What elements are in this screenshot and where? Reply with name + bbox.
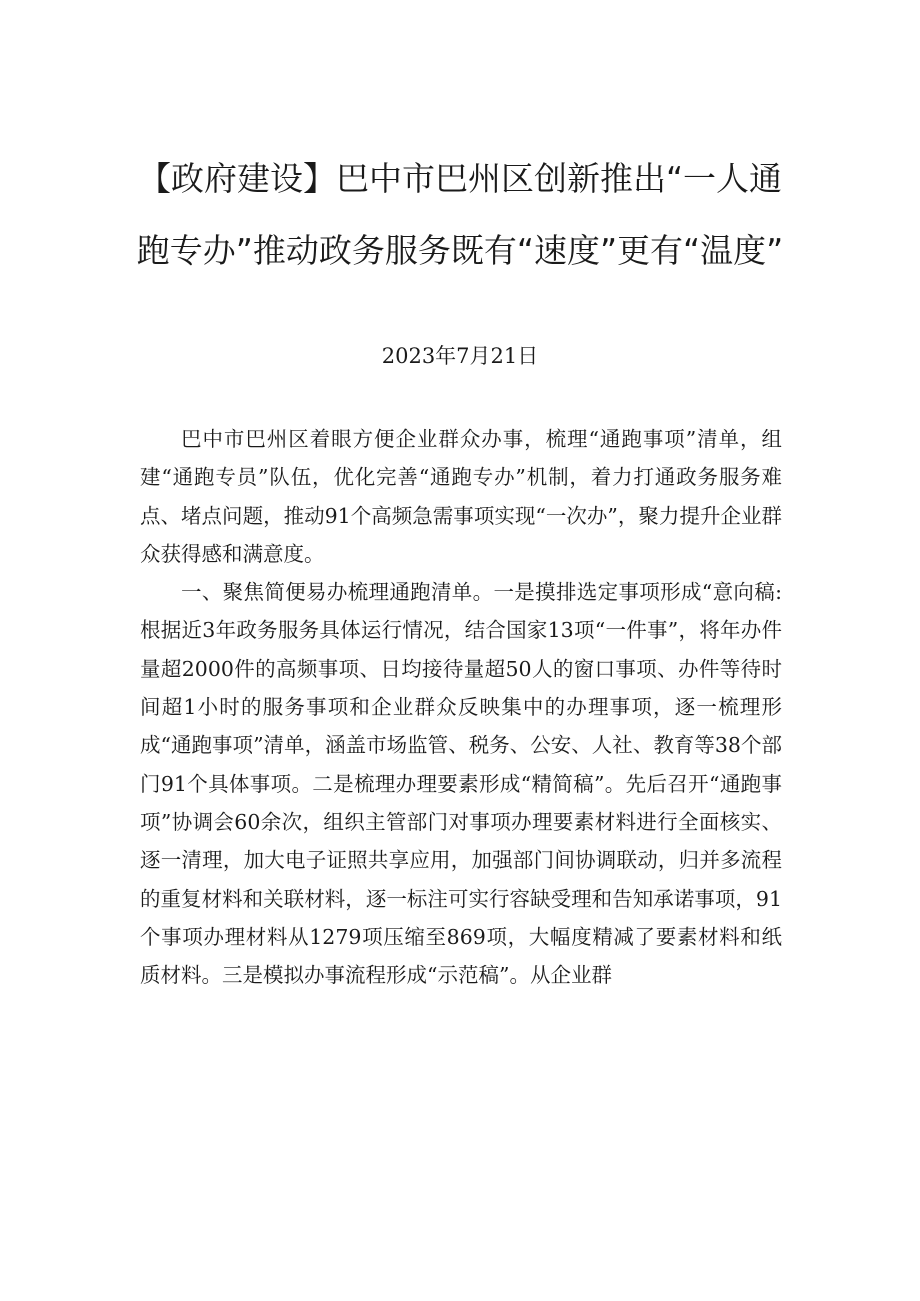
document-title: 【政府建设】巴中市巴州区创新推出“一人通跑专办”推动政务服务既有“速度”更有“温度” — [136, 159, 784, 270]
paragraph-section-1: 一、聚焦简便易办梳理通跑清单。一是摸排选定事项形成“意向稿:根据近3年政务服务具体运行情况，结合国家13项“一件事”，将年办件量超2000件的高频事项、日均接待量超50人的窗口事项、办件等待时间超1小时的服务事项和企业群众反映集中的办理事项，逐一梳理形成“通跑事项”清单，涵盖市场监管、税务、公安、人社、教育等38个部门91个具体事项。二是梳理办理要素形成“精简稿”。先后召开“通跑事项”协调会60余次，组织主管部门对事项办理要素材料进行全面核实、逐一清理，加大电子证照共享应用，加强部门间协调联动，归并多流程的重复材料和关联材料，逐一标注可实行容缺受理和告知承诺事项，91个事项办理材料从1279项压缩至869项，大幅度精减了要素材料和纸质材料。三是模拟办事流程形成“示范稿”。从企业群 — [140, 580, 782, 988]
paragraph-intro: 巴中市巴州区着眼方便企业群众办事，梳理“通跑事项”清单，组建“通跑专员”队伍，优化完善“通跑专办”机制，着力打通政务服务难点、堵点问题，推动91个高频急需事项实现“一次办”，聚力提升企业群众获得感和满意度。 — [140, 427, 782, 566]
document-body — [140, 420, 782, 994]
publish-date: 2023年7月21日 — [381, 344, 539, 368]
